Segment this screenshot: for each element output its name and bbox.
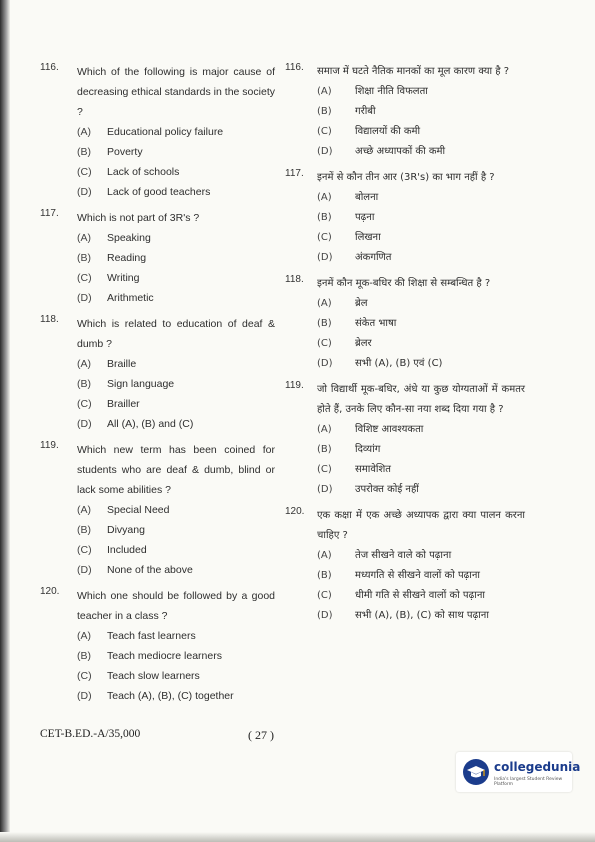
question-text: इनमें से कौन तीन आर (3R's) का भाग नहीं है ? bbox=[317, 172, 495, 183]
option-b bbox=[317, 440, 525, 460]
option-c bbox=[317, 586, 525, 606]
option-c bbox=[77, 268, 275, 288]
option-text: संकेत भाषा bbox=[355, 318, 397, 329]
exam-code: CET-B.ED.-A/35,000 bbox=[40, 728, 141, 740]
collegedunia-watermark bbox=[456, 752, 581, 792]
option-letter: (D) bbox=[317, 610, 333, 621]
option-letter: (A) bbox=[317, 424, 332, 435]
option-b bbox=[77, 374, 275, 394]
option-text: All (A), (B) and (C) bbox=[107, 418, 194, 430]
option-letter: (B) bbox=[317, 212, 332, 223]
option-text: Poverty bbox=[107, 146, 143, 158]
option-letter: (B) bbox=[317, 444, 332, 455]
option-letter: (C) bbox=[77, 166, 92, 178]
question-text: एक कक्षा में एक अच्छे अध्यापक द्वारा क्या पालन करना चाहिए ? bbox=[317, 510, 525, 541]
option-a bbox=[77, 626, 275, 646]
option-c bbox=[317, 334, 525, 354]
question-number: 119. bbox=[285, 380, 304, 391]
option-text: Teach mediocre learners bbox=[107, 650, 222, 662]
option-letter: (A) bbox=[77, 232, 91, 244]
question-text: समाज में घटते नैतिक मानकों का मूल कारण क्या है ? bbox=[317, 66, 510, 77]
option-a bbox=[77, 228, 275, 248]
option-letter: (C) bbox=[317, 464, 332, 475]
option-letter: (D) bbox=[77, 418, 92, 430]
option-b bbox=[317, 566, 525, 586]
option-letter: (A) bbox=[317, 550, 332, 561]
question-116-en bbox=[40, 62, 275, 202]
option-letter: (D) bbox=[317, 484, 333, 495]
option-text: दिव्यांग bbox=[355, 444, 381, 455]
question-number: 117. bbox=[285, 168, 304, 179]
option-letter: (B) bbox=[77, 146, 91, 158]
question-number: 120. bbox=[285, 506, 305, 517]
question-number: 116. bbox=[285, 62, 304, 73]
option-c bbox=[77, 666, 275, 686]
option-b bbox=[317, 208, 525, 228]
option-letter: (D) bbox=[317, 146, 333, 157]
option-d bbox=[317, 606, 525, 626]
option-d bbox=[77, 182, 275, 202]
question-number: 118. bbox=[40, 314, 59, 325]
option-text: शिक्षा नीति विफलता bbox=[355, 86, 428, 97]
option-text: उपरोक्त कोई नहीं bbox=[355, 484, 419, 495]
option-d bbox=[317, 480, 525, 500]
option-text: Teach slow learners bbox=[107, 670, 200, 682]
option-letter: (A) bbox=[77, 630, 91, 642]
question-text: Which of the following is major cause of decreasing ethical standards in the society ? bbox=[77, 66, 275, 118]
option-letter: (C) bbox=[77, 398, 92, 410]
option-d bbox=[77, 560, 275, 580]
option-letter: (D) bbox=[317, 252, 333, 263]
option-b bbox=[317, 314, 525, 334]
option-c bbox=[317, 460, 525, 480]
option-letter: (D) bbox=[317, 358, 333, 369]
option-text: Sign language bbox=[107, 378, 175, 390]
option-c bbox=[317, 122, 525, 142]
option-letter: (B) bbox=[77, 524, 91, 536]
option-text: सभी (A), (B) एवं (C) bbox=[355, 358, 443, 369]
option-d bbox=[77, 288, 275, 308]
option-letter: (C) bbox=[77, 544, 92, 556]
option-text: लिखना bbox=[355, 232, 381, 243]
option-letter: (A) bbox=[317, 86, 332, 97]
question-118-hi bbox=[285, 274, 525, 374]
option-a bbox=[317, 294, 525, 314]
question-number: 118. bbox=[285, 274, 304, 285]
option-text: पढ़ना bbox=[355, 212, 375, 223]
option-letter: (C) bbox=[317, 590, 332, 601]
option-b bbox=[77, 646, 275, 666]
option-text: मध्यगति से सीखने वालों को पढ़ाना bbox=[355, 570, 481, 581]
option-c bbox=[77, 540, 275, 560]
option-d bbox=[317, 142, 525, 162]
option-text: गरीबी bbox=[355, 106, 376, 117]
option-letter: (A) bbox=[317, 192, 332, 203]
question-120-hi bbox=[285, 506, 525, 626]
option-text: Reading bbox=[107, 252, 147, 264]
logo-tagline: India's largest Student Review Platform bbox=[494, 777, 563, 787]
option-d bbox=[77, 686, 275, 706]
option-d bbox=[317, 248, 525, 268]
option-text: Arithmetic bbox=[107, 292, 154, 304]
logo-name: collegedunia bbox=[494, 760, 581, 774]
option-text: तेज सीखने वाले को पढ़ाना bbox=[355, 550, 452, 561]
question-116-hi bbox=[285, 62, 525, 162]
option-b bbox=[317, 102, 525, 122]
option-a bbox=[77, 500, 275, 520]
option-text: ब्रेलर bbox=[355, 338, 372, 349]
option-text: Divyang bbox=[107, 524, 145, 536]
option-text: Lack of schools bbox=[107, 166, 180, 178]
option-letter: (A) bbox=[77, 126, 91, 138]
option-letter: (B) bbox=[317, 318, 332, 329]
page-number: ( 27 ) bbox=[248, 728, 274, 742]
option-a bbox=[317, 82, 525, 102]
graduation-cap-icon bbox=[462, 758, 490, 786]
option-letter: (B) bbox=[77, 378, 91, 390]
question-text: Which is related to education of deaf & dumb ? bbox=[77, 318, 275, 350]
question-text: Which new term has been coined for students who are deaf & dumb, blind or lack some abilities ? bbox=[77, 444, 275, 496]
option-letter: (D) bbox=[77, 690, 92, 702]
option-c bbox=[317, 228, 525, 248]
option-text: Lack of good teachers bbox=[107, 186, 211, 198]
option-text: अंकगणित bbox=[355, 252, 392, 263]
question-text: Which one should be followed by a good teacher in a class ? bbox=[77, 590, 275, 622]
option-letter: (C) bbox=[317, 232, 332, 243]
option-text: Writing bbox=[107, 272, 140, 284]
option-a bbox=[317, 188, 525, 208]
question-number: 119. bbox=[40, 440, 59, 451]
option-text: ब्रेल bbox=[355, 298, 368, 309]
question-118-en bbox=[40, 314, 275, 434]
question-117-hi bbox=[285, 168, 525, 268]
scan-page-shadow bbox=[0, 832, 595, 842]
question-text: जो विद्यार्थी मूक-बधिर, अंधे या कुछ योग्यताओं में कमतर होते हैं, उनके लिए कौन-सा नया शब्द दिया गया है ? bbox=[317, 384, 525, 415]
option-letter: (D) bbox=[77, 186, 92, 198]
question-text: इनमें कौन मूक-बधिर की शिक्षा से सम्बन्धित है ? bbox=[317, 278, 491, 289]
question-number: 117. bbox=[40, 208, 59, 219]
option-a bbox=[77, 354, 275, 374]
option-c bbox=[77, 162, 275, 182]
option-d bbox=[317, 354, 525, 374]
option-letter: (A) bbox=[77, 358, 91, 370]
question-number: 116. bbox=[40, 62, 59, 73]
question-117-en bbox=[40, 208, 275, 308]
option-text: बोलना bbox=[355, 192, 379, 203]
question-119-hi bbox=[285, 380, 525, 500]
option-b bbox=[77, 142, 275, 162]
option-letter: (B) bbox=[77, 252, 91, 264]
option-text: Speaking bbox=[107, 232, 151, 244]
option-text: अच्छे अध्यापकों की कमी bbox=[355, 146, 446, 157]
option-letter: (D) bbox=[77, 564, 92, 576]
option-a bbox=[77, 122, 275, 142]
option-text: विद्यालयों की कमी bbox=[355, 126, 421, 137]
option-letter: (C) bbox=[77, 670, 92, 682]
option-text: Included bbox=[107, 544, 147, 556]
option-text: Brailler bbox=[107, 398, 140, 410]
option-letter: (B) bbox=[317, 570, 332, 581]
option-text: Special Need bbox=[107, 504, 170, 516]
option-letter: (B) bbox=[317, 106, 332, 117]
option-letter: (A) bbox=[77, 504, 91, 516]
option-letter: (C) bbox=[317, 338, 332, 349]
option-text: धीमी गति से सीखने वालों को पढ़ाना bbox=[355, 590, 485, 601]
hindi-column bbox=[285, 62, 525, 632]
option-letter: (C) bbox=[317, 126, 332, 137]
option-b bbox=[77, 248, 275, 268]
option-c bbox=[77, 394, 275, 414]
question-120-en bbox=[40, 586, 275, 706]
option-text: समावेशित bbox=[355, 464, 391, 475]
english-column bbox=[40, 62, 275, 712]
option-a bbox=[317, 420, 525, 440]
option-d bbox=[77, 414, 275, 434]
option-text: Educational policy failure bbox=[107, 126, 224, 138]
option-text: Teach (A), (B), (C) together bbox=[107, 690, 234, 702]
question-119-en bbox=[40, 440, 275, 580]
option-letter: (C) bbox=[77, 272, 92, 284]
option-text: Braille bbox=[107, 358, 137, 370]
option-text: None of the above bbox=[107, 564, 193, 576]
question-text: Which is not part of 3R's ? bbox=[77, 212, 200, 224]
option-text: विशिष्ट आवश्यकता bbox=[355, 424, 424, 435]
option-text: Teach fast learners bbox=[107, 630, 196, 642]
option-a bbox=[317, 546, 525, 566]
scan-page-edge bbox=[0, 0, 10, 842]
option-letter: (A) bbox=[317, 298, 332, 309]
option-letter: (B) bbox=[77, 650, 91, 662]
option-text: सभी (A), (B), (C) को साथ पढ़ाना bbox=[355, 610, 489, 621]
question-number: 120. bbox=[40, 586, 60, 597]
option-letter: (D) bbox=[77, 292, 92, 304]
option-b bbox=[77, 520, 275, 540]
